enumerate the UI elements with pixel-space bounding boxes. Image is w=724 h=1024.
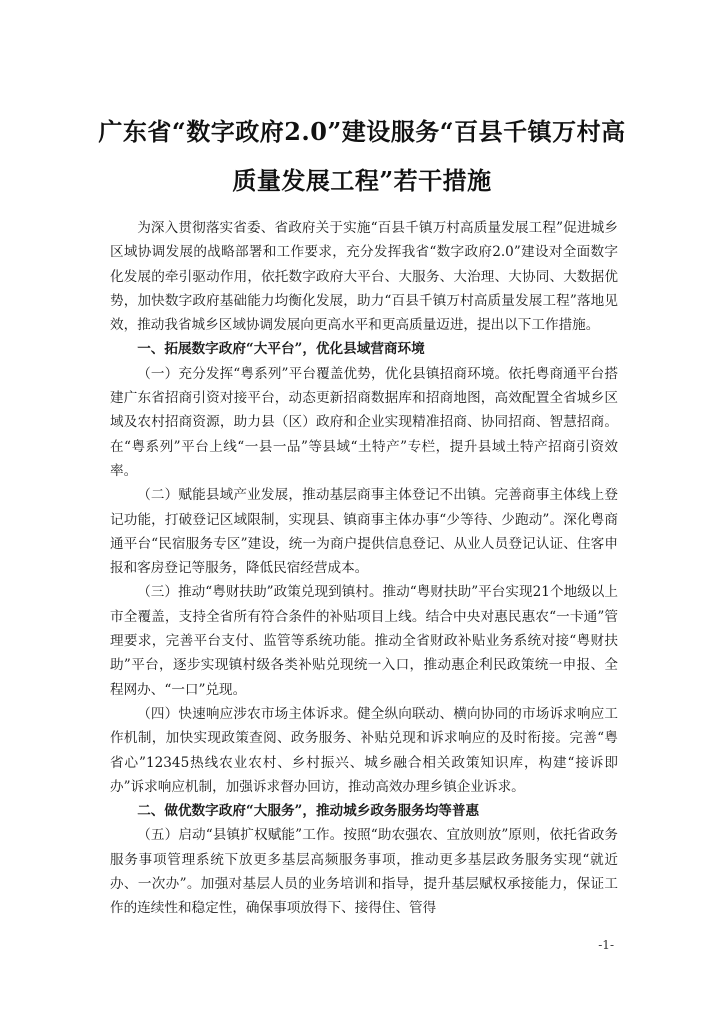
intro-paragraph: 为深入贯彻落实省委、省政府关于实施“百县千镇万村高质量发展工程”促进城乡区域协调发展的战略部署和工作要求，充分发挥我省“数字政府2.0”建设对全面数字化发展的牵引驱动作用，依托数字政府大平台、大服务、大治理、大协同、大数据优势，加快数字政府基础能力均衡化发展，助力“百县千镇万村高质量发展工程”落地见效，推动我省城乡区域协调发展向更高水平和更高质量迈进，提出以下工作措施。	[110, 220, 618, 334]
document-title-line2: 质量发展工程”若干措施	[232, 166, 492, 195]
document-title-line1: 广东省“数字政府2.0”建设服务“百县千镇万村高	[98, 117, 626, 146]
page-number: -1-	[598, 938, 614, 952]
item-2-paragraph: （二）赋能县域产业发展，推动基层商事主体登记不出镇。完善商事主体线上登记功能，打破登记区域限制，实现县、镇商事主体办事“少等待、少跑动”。深化粤商通平台“民宿服务专区”建设，统一为商户提供信息登记、从业人员登记认证、住客申报和客房登记等服务，降低民宿经营成本。	[110, 487, 618, 577]
section1-heading: 一、拓展数字政府“大平台”，优化县域营商环境	[137, 341, 425, 358]
item-3-paragraph: （三）推动“粤财扶助”政策兑现到镇村。推动“粤财扶助”平台实现21个地级以上市全覆盖，支持全省所有符合条件的补贴项目上线。结合中央对惠民惠农“一卡通”管理要求，完善平台支付、监管等系统功能。推动全省财政补贴业务系统对接“粤财扶助”平台，逐步实现镇村级各类补贴兑现统一入口，推动惠企利民政策统一申报、全程网办、“一口”兑现。	[110, 584, 618, 698]
document-body	[110, 216, 618, 921]
item-1-paragraph: （一）充分发挥“粤系列”平台覆盖优势，优化县镇招商环境。依托粤商通平台搭建广东省招商引资对接平台，动态更新招商数据库和招商地图，高效配置全省城乡区域及农村招商资源，助力县（区）政府和企业实现精准招商、协同招商、智慧招商。在“粤系列”平台上线“一县一品”等县域“土特产”专栏，提升县域土特产招商引资效率。	[110, 365, 618, 479]
item-4-paragraph: （四）快速响应涉农市场主体诉求。健全纵向联动、横向协同的市场诉求响应工作机制，加快实现政策查阅、政务服务、补贴兑现和诉求响应的及时衔接。完善“粤省心”12345热线农业农村、乡村振兴、城乡融合相关政策知识库，构建“接诉即办”诉求响应机制，加强诉求督办回访，推动高效办理乡镇企业诉求。	[110, 705, 618, 795]
section2-heading: 二、做优数字政府“大服务”，推动城乡政务服务均等普惠	[137, 803, 480, 820]
item-5-paragraph: （五）启动“县镇扩权赋能”工作。按照“助农强农、宜放则放”原则，依托省政务服务事项管理系统下放更多基层高频服务事项，推动更多基层政务服务实现“就近办、一次办”。加强对基层人员的业务培训和指导，提升基层赋权承接能力，保证工作的连续性和稳定性，确保事项放得下、接得住、管得	[110, 827, 618, 917]
